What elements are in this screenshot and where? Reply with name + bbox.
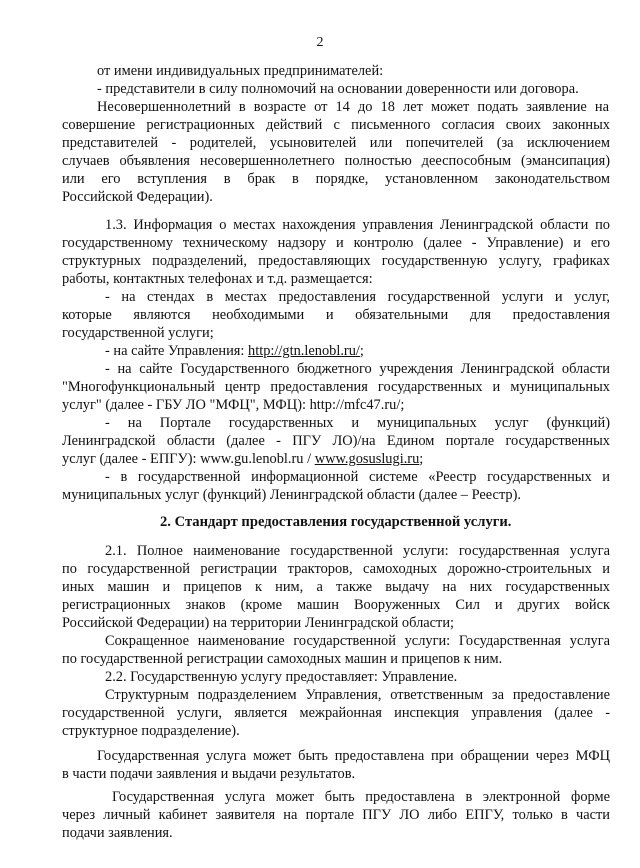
text-line: по государственной регистрации самоходных машин и прицепов к ним.: [62, 651, 503, 667]
text-line: представителей - родителей, усыновителей или попечителей (за исключением: [62, 135, 610, 151]
text-line: Государственная услуга может быть предоставлена в электронной форме: [112, 789, 610, 805]
text-span: услуг (далее - ЕПГУ): www.gu.lenobl.ru /: [62, 451, 315, 467]
text-line: Структурным подразделением Управления, ответственным за предоставление: [105, 687, 610, 703]
text-line: - на сайте Государственного бюджетного учреждения Ленинградской области: [105, 361, 610, 377]
text-line: Российской Федерации).: [62, 189, 213, 205]
text-line: государственному техническому надзору и контролю (далее - Управление) и его: [62, 235, 610, 251]
text-line: 2.2. Государственную услугу предоставляет: Управление.: [105, 669, 458, 685]
text-line: "Многофункциональный центр предоставления государственных и муниципальных: [62, 379, 610, 395]
text-line: Ленинградской области (далее - ПГУ ЛО)/на Едином портале государственных: [62, 433, 610, 449]
text-line: Сокращенное наименование государственной услуги: Государственная услуга: [105, 633, 610, 649]
text-span: - на сайте Управления:: [105, 343, 248, 359]
text-line: - представители в силу полномочий на основании доверенности или договора.: [97, 81, 579, 97]
text-line: работы, контактных телефонах и т.д. размещается:: [62, 271, 373, 287]
text-line: иных машин и прицепов к ним, а также выдачу на них государственных: [62, 579, 610, 595]
text-line: 1.3. Информация о местах нахождения управления Ленинградской области по: [105, 217, 610, 233]
text-line: Государственная услуга может быть предоставлена при обращении через МФЦ: [97, 748, 610, 764]
text-line: в части подачи заявления и выдачи результатов.: [62, 766, 356, 782]
text-line: государственной услуги, является межрайонная инспекция управления (далее -: [62, 705, 610, 721]
text-line: или его вступления в брак в порядке, установленном законодательством: [62, 171, 610, 187]
text-line: государственной услуги;: [62, 325, 214, 341]
text-line: которые являются необходимыми и обязательными для предоставления: [62, 307, 610, 323]
text-line: через личный кабинет заявителя на портале ПГУ ЛО либо ЕПГУ, только в части: [62, 807, 610, 823]
text-line: Российской Федерации) на территории Ленинградской области;: [62, 615, 455, 631]
management-site-link[interactable]: http://gtn.lenobl.ru/: [248, 343, 360, 359]
text-line: случаев объявления несовершеннолетнего полностью дееспособным (эмансипация): [62, 153, 610, 169]
text-line: - на стендах в местах предоставления государственной услуги и услуг,: [105, 289, 610, 305]
text-span: ;: [419, 451, 424, 467]
text-line: [105, 343, 364, 361]
text-line: [62, 451, 423, 469]
page-number: 2: [316, 35, 324, 50]
text-line: Несовершеннолетний в возрасте от 14 до 18 лет может подать заявление на: [97, 99, 609, 115]
text-line: муниципальных услуг (функций) Ленинградской области (далее – Реестр).: [62, 487, 521, 503]
text-line: - на Портале государственных и муниципальных услуг (функций): [105, 415, 610, 431]
text-line: услуг" (далее - ГБУ ЛО "МФЦ", МФЦ): http://mfc47.ru/;: [62, 397, 405, 413]
section-heading: 2. Стандарт предоставления государственной услуги.: [160, 514, 512, 530]
text-line: структурных подразделений, предоставляющих государственную услугу, графиках: [62, 253, 610, 269]
gosuslugi-link[interactable]: www.gosuslugi.ru: [314, 451, 420, 467]
text-line: структурное подразделение).: [62, 723, 240, 739]
text-line: 2.1. Полное наименование государственной услуги: государственная услуга: [105, 543, 610, 559]
text-line: совершение регистрационных действий с письменного согласия своих законных: [62, 117, 610, 133]
text-span: ;: [359, 343, 364, 359]
text-line: по государственной регистрации тракторов, самоходных дорожно-строительных и: [62, 561, 610, 577]
text-line: - в государственной информационной системе «Реестр государственных и: [105, 469, 610, 485]
text-line: от имени индивидуальных предпринимателей:: [97, 63, 384, 79]
text-line: подачи заявления.: [62, 825, 173, 841]
text-line: регистрационных знаков (кроме машин Вооруженных Сил и других войск: [62, 597, 610, 613]
